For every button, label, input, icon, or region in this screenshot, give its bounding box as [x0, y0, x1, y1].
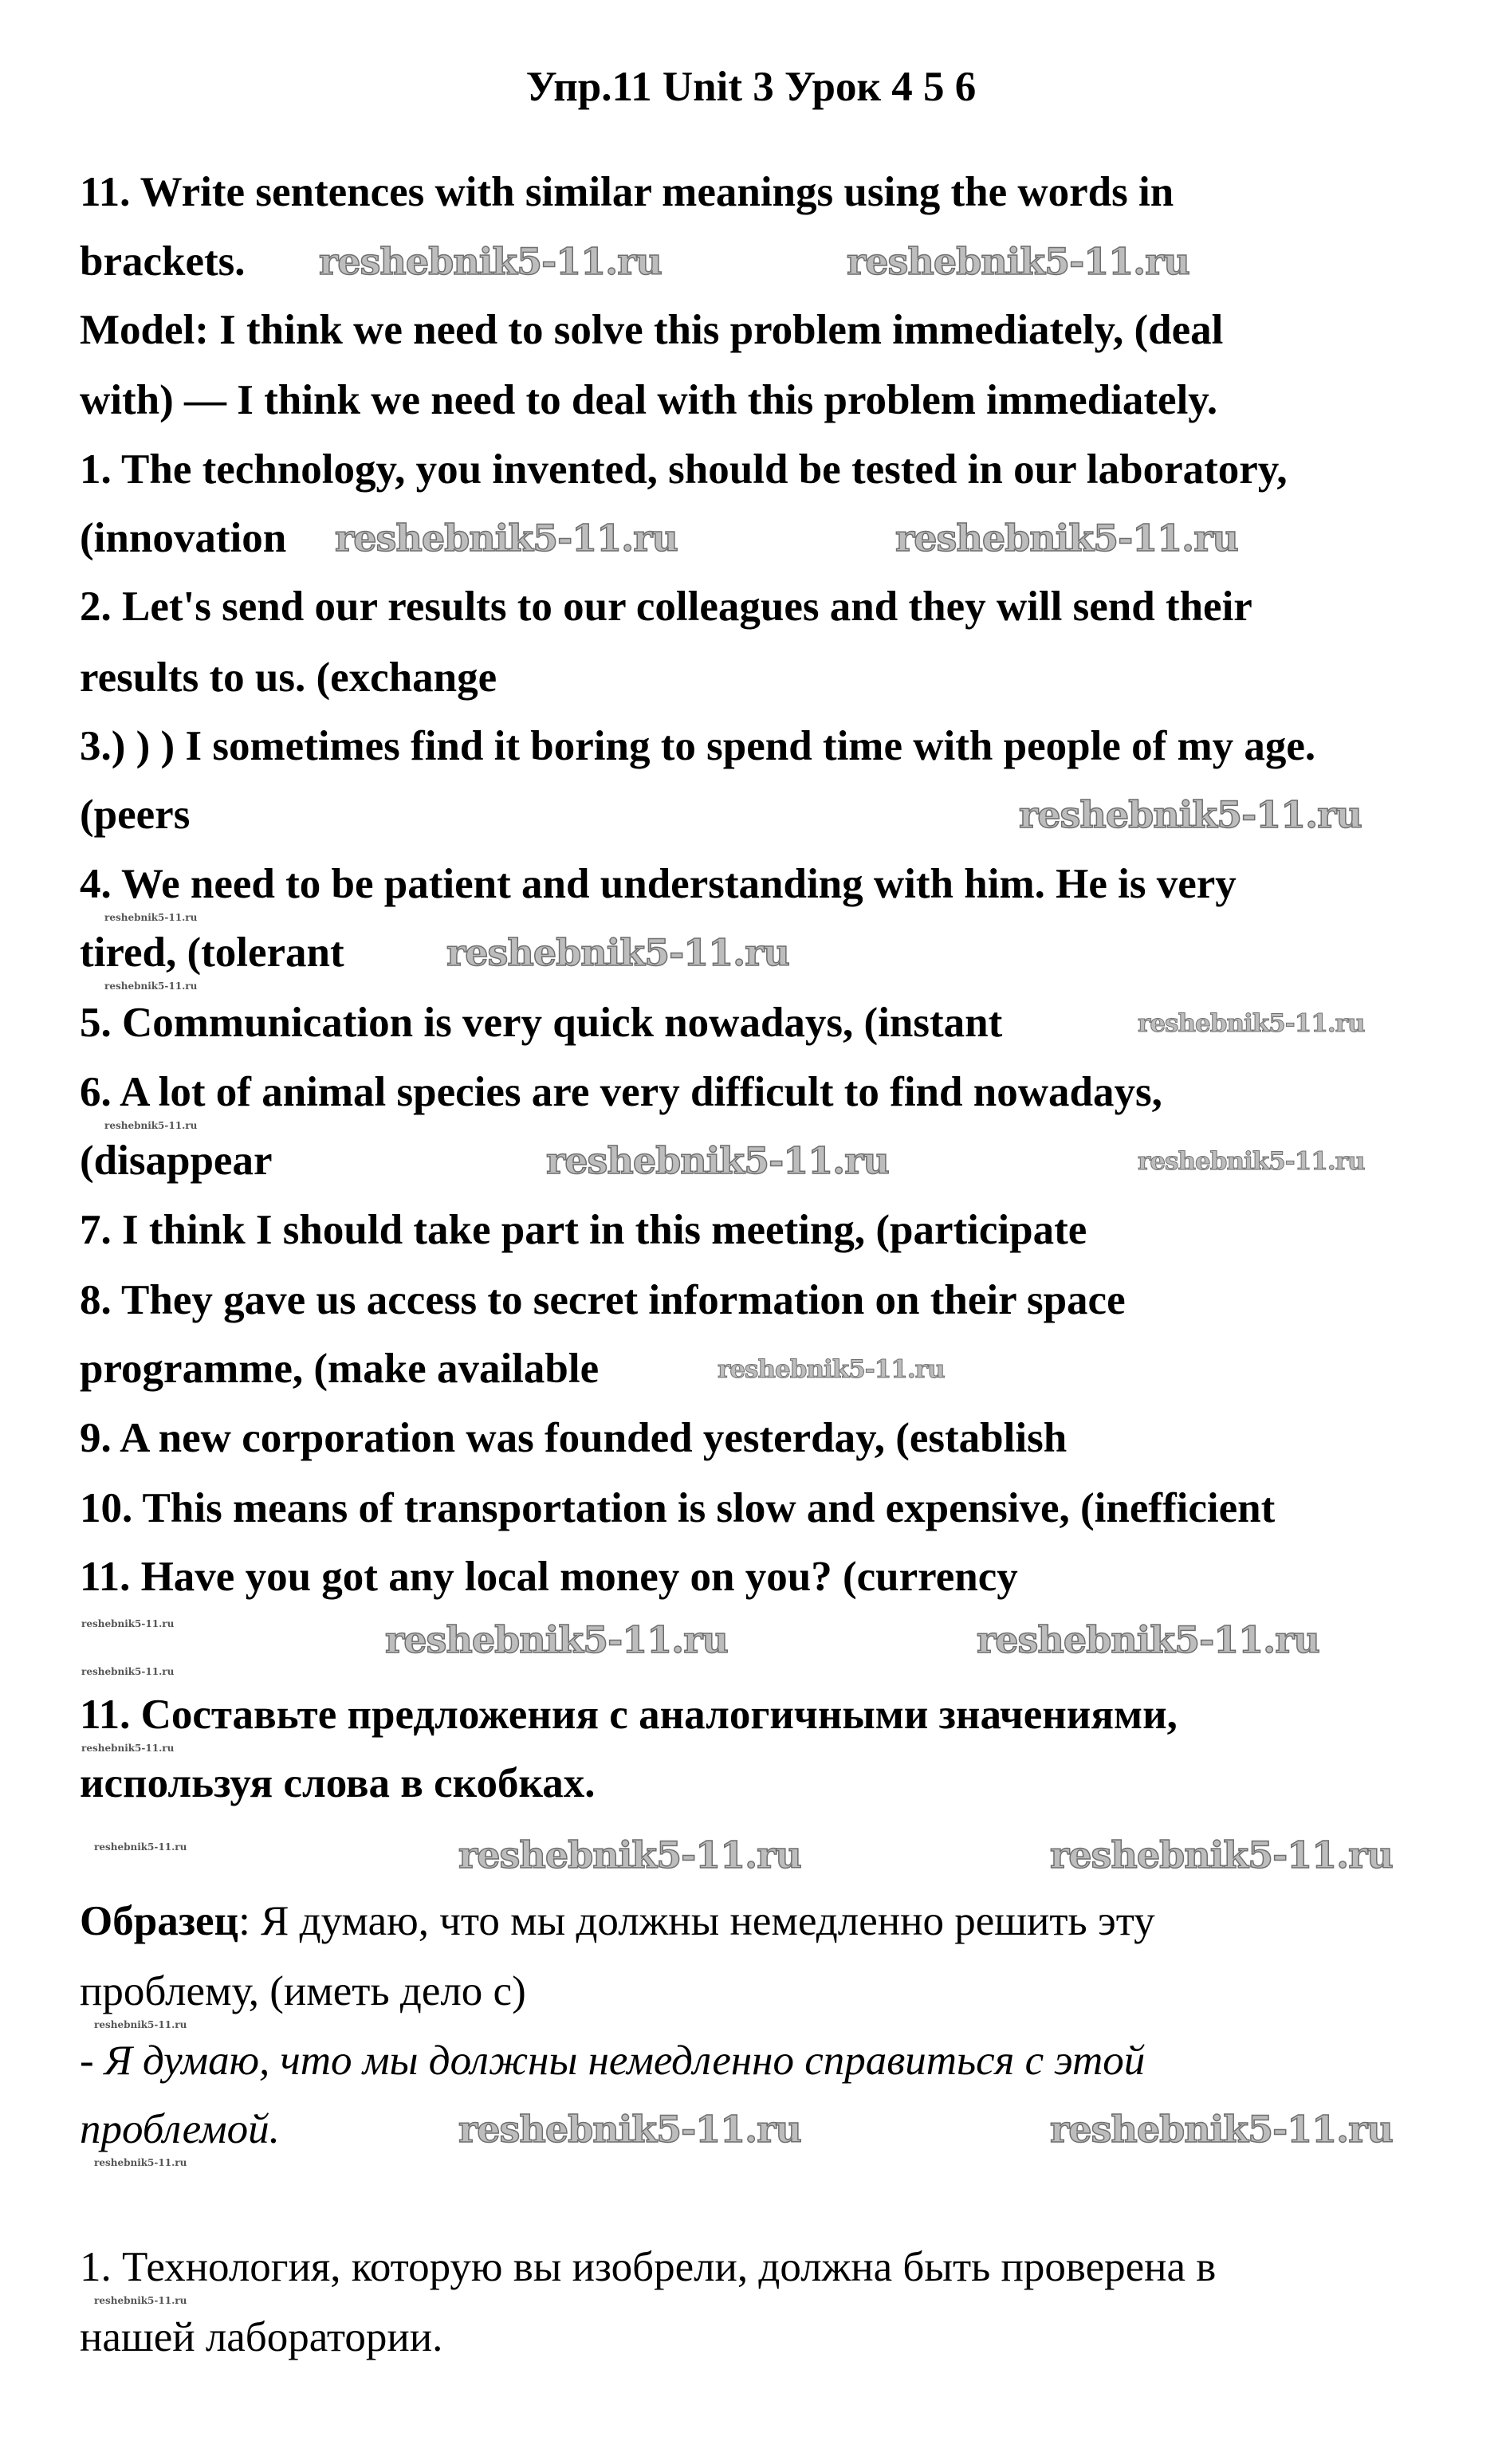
- exercise-line: brackets.: [80, 238, 246, 285]
- watermark: reshebnik5-11.ru: [895, 517, 1238, 560]
- watermark: reshebnik5-11.ru: [104, 980, 198, 992]
- exercise-line: programme, (make available: [80, 1346, 600, 1392]
- exercise-line: 11. Write sentences with similar meanings using the words in: [80, 169, 1174, 215]
- model-line: проблему, (иметь дело с): [80, 1968, 526, 2014]
- watermark: reshebnik5-11.ru: [546, 1139, 889, 1182]
- exercise-line: 10. This means of transportation is slow and expensive, (inefficient: [80, 1485, 1276, 1531]
- watermark: reshebnik5-11.ru: [81, 1618, 175, 1629]
- model-text: : Я думаю, что мы должны немедленно решить эту: [238, 1898, 1155, 1944]
- watermark: reshebnik5-11.ru: [718, 1355, 945, 1384]
- exercise-line: results to us. (exchange: [80, 654, 497, 701]
- page-title: Упр.11 Unit 3 Урок 4 5 6: [525, 64, 977, 110]
- exercise-line: Model: I think we need to solve this problem immediately, (deal: [80, 307, 1224, 353]
- watermark: reshebnik5-11.ru: [1138, 1147, 1365, 1176]
- watermark: reshebnik5-11.ru: [446, 931, 789, 974]
- watermark: reshebnik5-11.ru: [94, 2295, 187, 2306]
- exercise-line: 4. We need to be patient and understanding with him. He is very: [80, 861, 1237, 907]
- exercise-line: (innovation: [80, 515, 287, 561]
- watermark: reshebnik5-11.ru: [847, 240, 1189, 283]
- model-label: Образец: [80, 1898, 239, 1944]
- exercise-line: 1. The technology, you invented, should be tested in our laboratory,: [80, 446, 1288, 493]
- russian-heading-line: используя слова в скобках.: [80, 1760, 596, 1806]
- exercise-line: 2. Let's send our results to our colleagues and they will send their: [80, 584, 1252, 630]
- watermark: reshebnik5-11.ru: [458, 2108, 801, 2151]
- exercise-line: 5. Communication is very quick nowadays, (instant: [80, 1000, 1003, 1046]
- exercise-line: tired, (tolerant: [80, 929, 344, 976]
- watermark: reshebnik5-11.ru: [1050, 1833, 1393, 1876]
- model-answer-line: - Я думаю, что мы должны немедленно справиться с этой: [80, 2038, 1146, 2084]
- watermark: reshebnik5-11.ru: [104, 1120, 198, 1131]
- watermark: reshebnik5-11.ru: [81, 1666, 175, 1677]
- watermark: reshebnik5-11.ru: [1050, 2108, 1393, 2151]
- watermark: reshebnik5-11.ru: [94, 2019, 187, 2030]
- exercise-line: 3.) ) ) I sometimes find it boring to spend time with people of my age.: [80, 723, 1316, 769]
- exercise-line: 7. I think I should take part in this meeting, (participate: [80, 1207, 1087, 1253]
- exercise-line: (peers: [80, 792, 191, 838]
- exercise-line: (disappear: [80, 1138, 273, 1184]
- translation-line: 1. Технология, которую вы изобрели, должна быть проверена в: [80, 2244, 1217, 2290]
- watermark: reshebnik5-11.ru: [977, 1618, 1319, 1661]
- russian-heading-line: 11. Составьте предложения с аналогичными значениями,: [80, 1692, 1178, 1738]
- watermark: reshebnik5-11.ru: [319, 240, 662, 283]
- exercise-line: 8. They gave us access to secret information on their space: [80, 1277, 1126, 1323]
- watermark: reshebnik5-11.ru: [1138, 1009, 1365, 1038]
- model-line: [80, 1895, 1155, 1947]
- exercise-line: with) — I think we need to deal with this problem immediately.: [80, 377, 1218, 423]
- watermark: reshebnik5-11.ru: [458, 1833, 801, 1876]
- watermark: reshebnik5-11.ru: [1019, 793, 1362, 836]
- watermark: reshebnik5-11.ru: [335, 517, 678, 560]
- watermark: reshebnik5-11.ru: [81, 1743, 175, 1754]
- translation-line: нашей лаборатории.: [80, 2314, 443, 2360]
- exercise-line: 6. A lot of animal species are very difficult to find nowadays,: [80, 1069, 1162, 1115]
- watermark: reshebnik5-11.ru: [104, 912, 198, 923]
- watermark: reshebnik5-11.ru: [385, 1618, 728, 1661]
- exercise-line: 11. Have you got any local money on you? (currency: [80, 1554, 1018, 1600]
- watermark: reshebnik5-11.ru: [94, 1841, 187, 1853]
- exercise-line: 9. A new corporation was founded yesterday, (establish: [80, 1415, 1068, 1461]
- model-answer-line: проблемой.: [80, 2106, 280, 2152]
- watermark: reshebnik5-11.ru: [94, 2157, 187, 2168]
